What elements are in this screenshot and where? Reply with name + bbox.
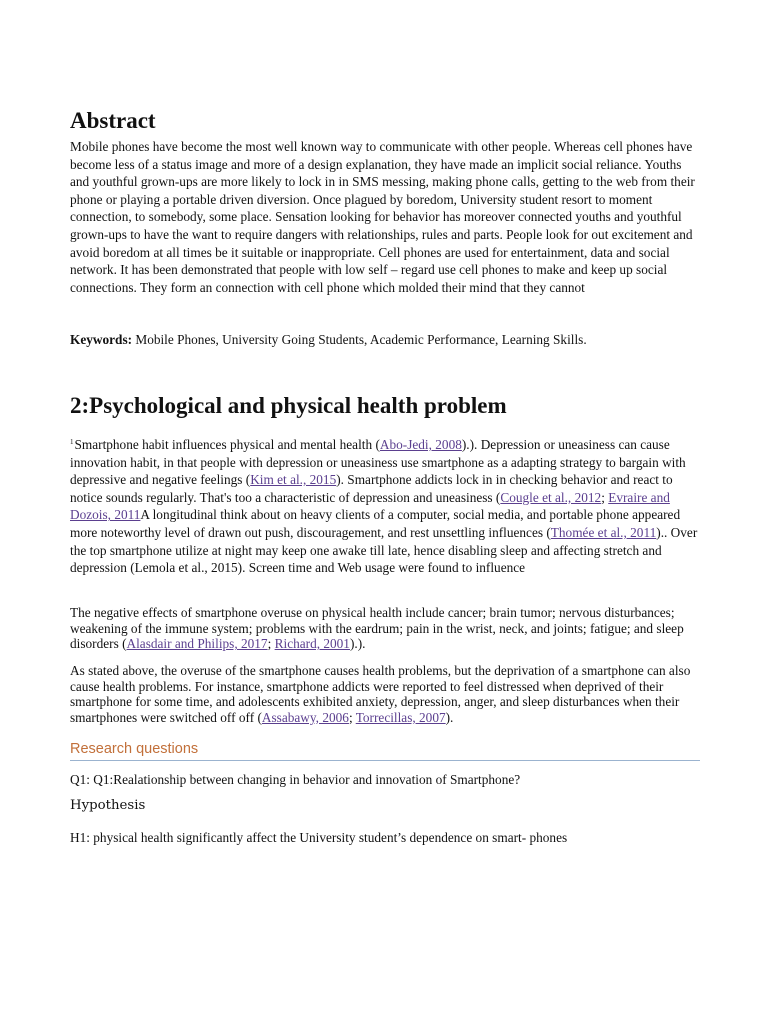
citation-link[interactable]: Assabawy, 2006 — [261, 709, 349, 725]
citation-link[interactable]: Evraire and Dozois, 2011 — [70, 489, 670, 523]
paragraph-text: ; — [601, 489, 609, 505]
citation-link[interactable]: Abo-Jedi, 2008 — [379, 437, 462, 452]
paragraph-text: A longitudinal think about on heavy clients of a computer, social media, and portable phone appeared more noteworthy level of drawn out push, discouragement, and rest unsettling influences ( — [70, 507, 681, 540]
paragraph-text: ; — [348, 709, 356, 725]
paragraph-deprivation — [70, 663, 700, 725]
research-question-1: Q1: Q1:Realationship between changing in behavior and innovation of Smartphone? — [70, 772, 521, 787]
paragraph-text: ).. Over the top smartphone utilize at night may keep one awake till late, hence disabling sleep and affecting stretch and depression (Lemola et al., 2015). Screen time and Web usage were found to influence — [70, 524, 698, 576]
section-title: 2:Psychological and physical health problem — [70, 393, 507, 418]
paragraph-physical-effects — [70, 605, 700, 652]
keywords-line — [70, 331, 700, 349]
abstract-body: Mobile phones have become the most well known way to communicate with other people. Whereas cell phones have become less of a status image and more of a design explanation, they have made an implicit social reliance. Youths and youthful grown-ups are more likely to lock in in SMS messing, making phone calls, getting to the web from their phone or playing a portable driven diversion. Once plagued by boredom, University student resort to moment connection, to somebody, some place. Sensation looking for behavior has moreover connected youths and youthful grown-ups to have the want to require dangers with relationships, rules and parts. People look for out excitement and avoid boredom at all times be it suitable or inappropriate. Cell phones are used for entertainment, data and social network. It has been demonstrated that people with low self – regard use cell phones to make and keep up social connections. They form an connection with cell phone which molded their mind that they cannot — [70, 139, 695, 295]
paragraph-text: ). Smartphone addicts lock in in checking behavior and react to notice sounds regularly. That's too a characteristic of depression and uneasiness ( — [70, 472, 673, 505]
paragraph-health-habit — [70, 434, 700, 577]
paragraph-text: ). — [445, 709, 454, 725]
paragraph-text: The negative effects of smartphone overuse on physical health include cancer; brain tumor; nervous disturbances; weakening of the immune system; problems with the eardrum; pain in the wrist, neck, and joints; fatigue; and sleep disorders ( — [70, 605, 684, 652]
citation-link[interactable]: Richard, 2001 — [274, 636, 350, 652]
citation-link[interactable]: Torrecillas, 2007 — [355, 709, 446, 725]
keywords-label: Keywords: — [70, 332, 133, 347]
citation-link[interactable]: Thomée et al., 2011 — [550, 524, 657, 540]
paragraph-text: ; — [267, 636, 275, 652]
paragraph-text: As stated above, the overuse of the smartphone causes health problems, but the deprivation of a smartphone can also cause health problems. For instance, smartphone addicts were reported to feel distressed when deprived of their smartphone for some time, and adolescents exhibited anxiety, depression, anger, and sleep disturbances when their smartphones were switched off off ( — [70, 663, 691, 725]
hypothesis-1: H1: physical health significantly affect the University student’s dependence on smart- phones — [70, 830, 568, 845]
citation-link[interactable]: Alasdair and Philips, 2017 — [126, 636, 268, 652]
hypothesis-heading: Hypothesis — [70, 798, 146, 813]
research-questions-heading: Research questions — [70, 740, 700, 761]
abstract-title: Abstract — [70, 108, 156, 133]
footnote-marker: 1 — [70, 438, 74, 446]
citation-link[interactable]: Cougle et al., 2012 — [500, 489, 602, 505]
paragraph-text: ).). — [349, 636, 366, 652]
paragraph-text: Smartphone habit influences physical and mental health ( — [74, 437, 380, 452]
paragraph-text: ).). Depression or uneasiness can cause innovation habit, in that people with depression or uneasiness use smartphone as a adapting strategy to bargain with depressive and negative feelings ( — [70, 437, 686, 488]
keywords-text: Mobile Phones, University Going Students, Academic Performance, Learning Skills. — [132, 332, 587, 347]
citation-link[interactable]: Kim et al., 2015 — [250, 472, 337, 488]
